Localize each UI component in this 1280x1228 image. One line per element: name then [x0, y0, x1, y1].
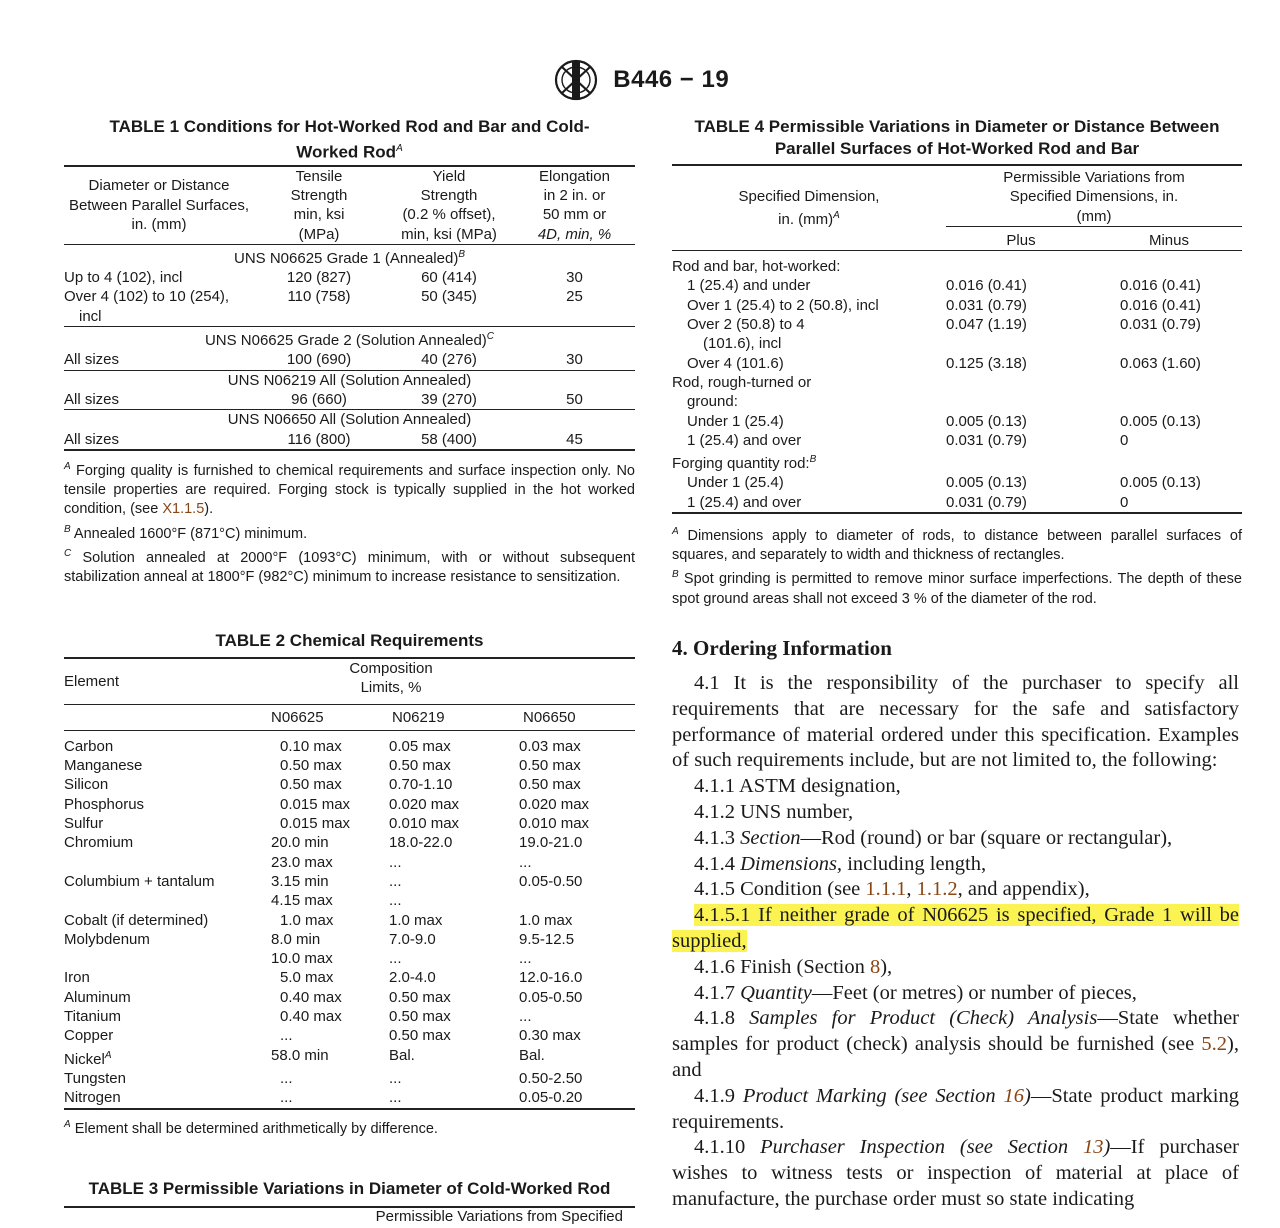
table-row: Copper ... 0.50 max 0.30 max [64, 1027, 581, 1045]
table-row: (101.6), incl [703, 335, 782, 353]
table-3-title: TABLE 3 Permissible Variations in Diameter of Cold-Worked Rod [88, 1179, 611, 1198]
table-row: Forging quantity rod:$^B$ [672, 454, 817, 473]
table-row: Carbon 0.10 max 0.05 max 0.03 max [64, 737, 581, 755]
table-1-title: TABLE 1 Conditions for Hot-Worked Rod and Bar and Cold- Worked Rod$^A$ [109, 117, 590, 162]
table-4-title: TABLE 4 Permissible Variations in Diameter or Distance Between Parallel Surfaces of Hot-Worked Rod and Bar [694, 117, 1220, 158]
t3-header-partial: Permissible Variations from Specified [64, 1206, 635, 1225]
table-row: All sizes 96 (660) 39 (270) 50 [64, 390, 583, 408]
table-row: 23.0 max ... ... [271, 853, 532, 871]
table-row: Under 1 (25.4) 0.005 (0.13) 0.005 (0.13) [687, 474, 1201, 492]
t2-col-n06650: N06650 [523, 708, 576, 726]
para-4-1-3: 4.1.3 Section—Rod (round) or bar (square or rectangular), [694, 826, 1173, 849]
table-row: ground: [687, 393, 738, 411]
t4-col-plus: Plus [946, 226, 1096, 250]
footnote-c: $^C$ Solution annealed at 2000°F (1093°C) minimum, with or without subsequent stabilization anneal at 1800°F (982°C) minimum to increase resistance to sensitization. [64, 547, 636, 585]
t1-header-elongation: Elongation in 2 in. or 50 mm or 4D, min, % [537, 167, 612, 243]
table-1-footnotes [64, 457, 635, 587]
para-4-1-5-1 [672, 903, 1239, 955]
para-4-1-1: 4.1.1 ASTM designation, [694, 775, 901, 798]
table-row: 4.15 max ... [271, 892, 402, 910]
para-4-1-2: 4.1.2 UNS number, [694, 800, 854, 823]
footnote-a: $^A$ Dimensions apply to diameter of rods, to distance between parallel surfaces of squares, and separately to width and thickness of rectangles. [672, 526, 1242, 564]
link-section-13[interactable]: 13 [1082, 1136, 1104, 1159]
t1-group-title: UNS N06625 Grade 2 (Solution Annealed)$^C$ [204, 331, 495, 350]
table-row: Columbium + tantalum 3.15 min ... 0.05-0.50 [64, 872, 583, 890]
table-row: Manganese 0.50 max 0.50 max 0.50 max [64, 757, 581, 775]
table-row: 10.0 max ... ... [271, 950, 532, 968]
para-4-1-8: 4.1.8 Samples for Product (Check) Analysis—State whether samples for product (check) analysis should be furnished (see 5.2), and [672, 1007, 1240, 1081]
t2-header-composition: Composition Limits, % [349, 660, 433, 697]
table-2-title: TABLE 2 Chemical Requirements [215, 631, 484, 650]
table-row: Over 4 (102) to 10 (254), incl 110 (758) 50 (345) 25 [64, 288, 583, 325]
section-4 [672, 636, 1239, 1213]
table-row: Under 1 (25.4) 0.005 (0.13) 0.005 (0.13) [687, 412, 1201, 430]
link-1-1-1[interactable]: 1.1.1 [865, 878, 907, 901]
table-row: Nickel$^A$ 58.0 min Bal. Bal. [64, 1046, 545, 1068]
table-row: All sizes 100 (690) 40 (276) 30 [64, 351, 583, 369]
page-header [0, 58, 1280, 102]
table-row: Cobalt (if determined) 1.0 max 1.0 max 1.0 max [64, 911, 573, 929]
para-4-1-5: 4.1.5 Condition (see 1.1.1, 1.1.2, and appendix), [694, 878, 1090, 901]
table-row: Sulfur 0.015 max 0.010 max 0.010 max [64, 815, 590, 833]
t1-header-tensile: Tensile Strength min, ksi (MPa) [290, 167, 348, 243]
table-row: Silicon 0.50 max 0.70-1.10 0.50 max [64, 776, 581, 794]
para-4-1-9: 4.1.9 Product Marking (see Section 16)—State product marking requirements. [672, 1084, 1239, 1133]
footnote-b: $^B$ Annealed 1600°F (871°C) minimum. [64, 523, 308, 542]
table-4-grid [672, 164, 1242, 514]
table-row: Up to 4 (102), incl 120 (827) 60 (414) 30 [64, 269, 583, 287]
table-2-grid [64, 657, 635, 1110]
link-5-2[interactable]: 5.2 [1201, 1033, 1228, 1056]
table-row: Rod, rough-turned or [672, 373, 812, 391]
t2-col-n06625: N06625 [271, 708, 324, 726]
t1-group-title: UNS N06650 All (Solution Annealed) [227, 411, 472, 429]
link-section-8[interactable]: 8 [869, 955, 881, 978]
astm-logo-icon [551, 58, 601, 102]
para-4-1-10: 4.1.10 Purchaser Inspection (see Section 13)—If purchaser wishes to witness tests or inspection of material at place of manufacture, the purchase order must so state indicating [672, 1136, 1239, 1210]
link-section-16[interactable]: 16 [1003, 1084, 1025, 1107]
table-row: Molybdenum 8.0 min 7.0-9.0 9.5-12.5 [64, 930, 575, 948]
footnote-b: $^B$ Spot grinding is permitted to remove minor surface imperfections. The depth of these spot ground areas shall not exceed 3 % of the diameter of the rod. [672, 569, 1242, 607]
table-1-grid [64, 165, 635, 451]
para-4-1-7: 4.1.7 Quantity—Feet (or metres) or number of pieces, [694, 981, 1137, 1004]
table-3 [64, 1178, 635, 1225]
table-row: 1 (25.4) and over 0.031 (0.79) 0 [672, 493, 1242, 513]
link-x1-1-5[interactable]: X1.1.5 [162, 501, 205, 518]
table-row: Over 4 (101.6) 0.125 (3.18) 0.063 (1.60) [687, 354, 1201, 372]
table-1 [64, 116, 635, 587]
para-4-1-4: 4.1.4 Dimensions, including length, [694, 852, 987, 875]
table-row: All sizes 116 (800) 58 (400) 45 [64, 430, 635, 450]
table-row: Titanium 0.40 max 0.50 max ... [64, 1008, 532, 1026]
t4-header-spec: Specified Dimension, in. (mm)$^A$ [738, 187, 880, 229]
table-row: Nitrogen ... ... 0.05-0.20 [64, 1088, 635, 1108]
section-heading: 4. Ordering Information [672, 636, 892, 660]
t2-col-n06219: N06219 [392, 708, 445, 726]
table-row: Over 2 (50.8) to 4 0.047 (1.19) 0.031 (0.79) [687, 316, 1201, 334]
table-row: Tungsten ... ... 0.50-2.50 [64, 1069, 583, 1087]
table-row: Rod and bar, hot-worked: [672, 258, 841, 276]
link-1-1-2[interactable]: 1.1.2 [916, 878, 958, 901]
para-4-1-6: 4.1.6 Finish (Section 8), [694, 955, 893, 978]
table-row: Aluminum 0.40 max 0.50 max 0.05-0.50 [64, 988, 583, 1006]
table-2-footnote: $^A$ Element shall be determined arithmetically by difference. [64, 1118, 438, 1137]
para-4-1: 4.1 It is the responsibility of the purchaser to specify all requirements that are necessary for the safe and satisfactory performance of material ordered under this specification. Examples of such requirements include, but are not limited to, the following: [672, 672, 1239, 772]
table-row: Phosphorus 0.015 max 0.020 max 0.020 max [64, 795, 590, 813]
section-body [672, 671, 1239, 1213]
table-4-footnotes [672, 522, 1242, 609]
table-4 [672, 116, 1242, 609]
document-number: B446 − 19 [613, 66, 730, 93]
highlighted-text: 4.1.5.1 If neither grade of N06625 is specified, Grade 1 will be supplied, [672, 904, 1239, 952]
footnote-a: $^A$ Forging quality is furnished to chemical requirements and surface inspection only. No tensile properties are required. Forging stock is typically supplied in the hot worked condition, (see X1.1.5). [64, 460, 635, 518]
t4-header-perm: Permissible Variations from Specified Dimensions, in. (mm) [1003, 169, 1185, 225]
table-row: 1 (25.4) and under 0.016 (0.41) 0.016 (0.41) [687, 277, 1201, 295]
table-row: Chromium 20.0 min 18.0-22.0 19.0-21.0 [64, 834, 583, 852]
t4-col-minus: Minus [1096, 226, 1242, 250]
table-row: 1 (25.4) and over 0.031 (0.79) 0 [687, 431, 1129, 449]
table-row: Iron 5.0 max 2.0-4.0 12.0-16.0 [64, 969, 583, 987]
table-2 [64, 630, 635, 1139]
t2-header-element: Element [64, 672, 120, 690]
t1-header-size: Diameter or Distance Between Parallel Surfaces, in. (mm) [68, 177, 250, 233]
t1-header-yield: Yield Strength (0.2 % offset), min, ksi (MPa) [401, 167, 497, 243]
table-row: Over 1 (25.4) to 2 (50.8), incl 0.031 (0.79) 0.016 (0.41) [687, 296, 1201, 314]
t1-group-title: UNS N06219 All (Solution Annealed) [227, 371, 472, 389]
t1-group-title: UNS N06625 Grade 1 (Annealed)$^B$ [234, 248, 465, 267]
